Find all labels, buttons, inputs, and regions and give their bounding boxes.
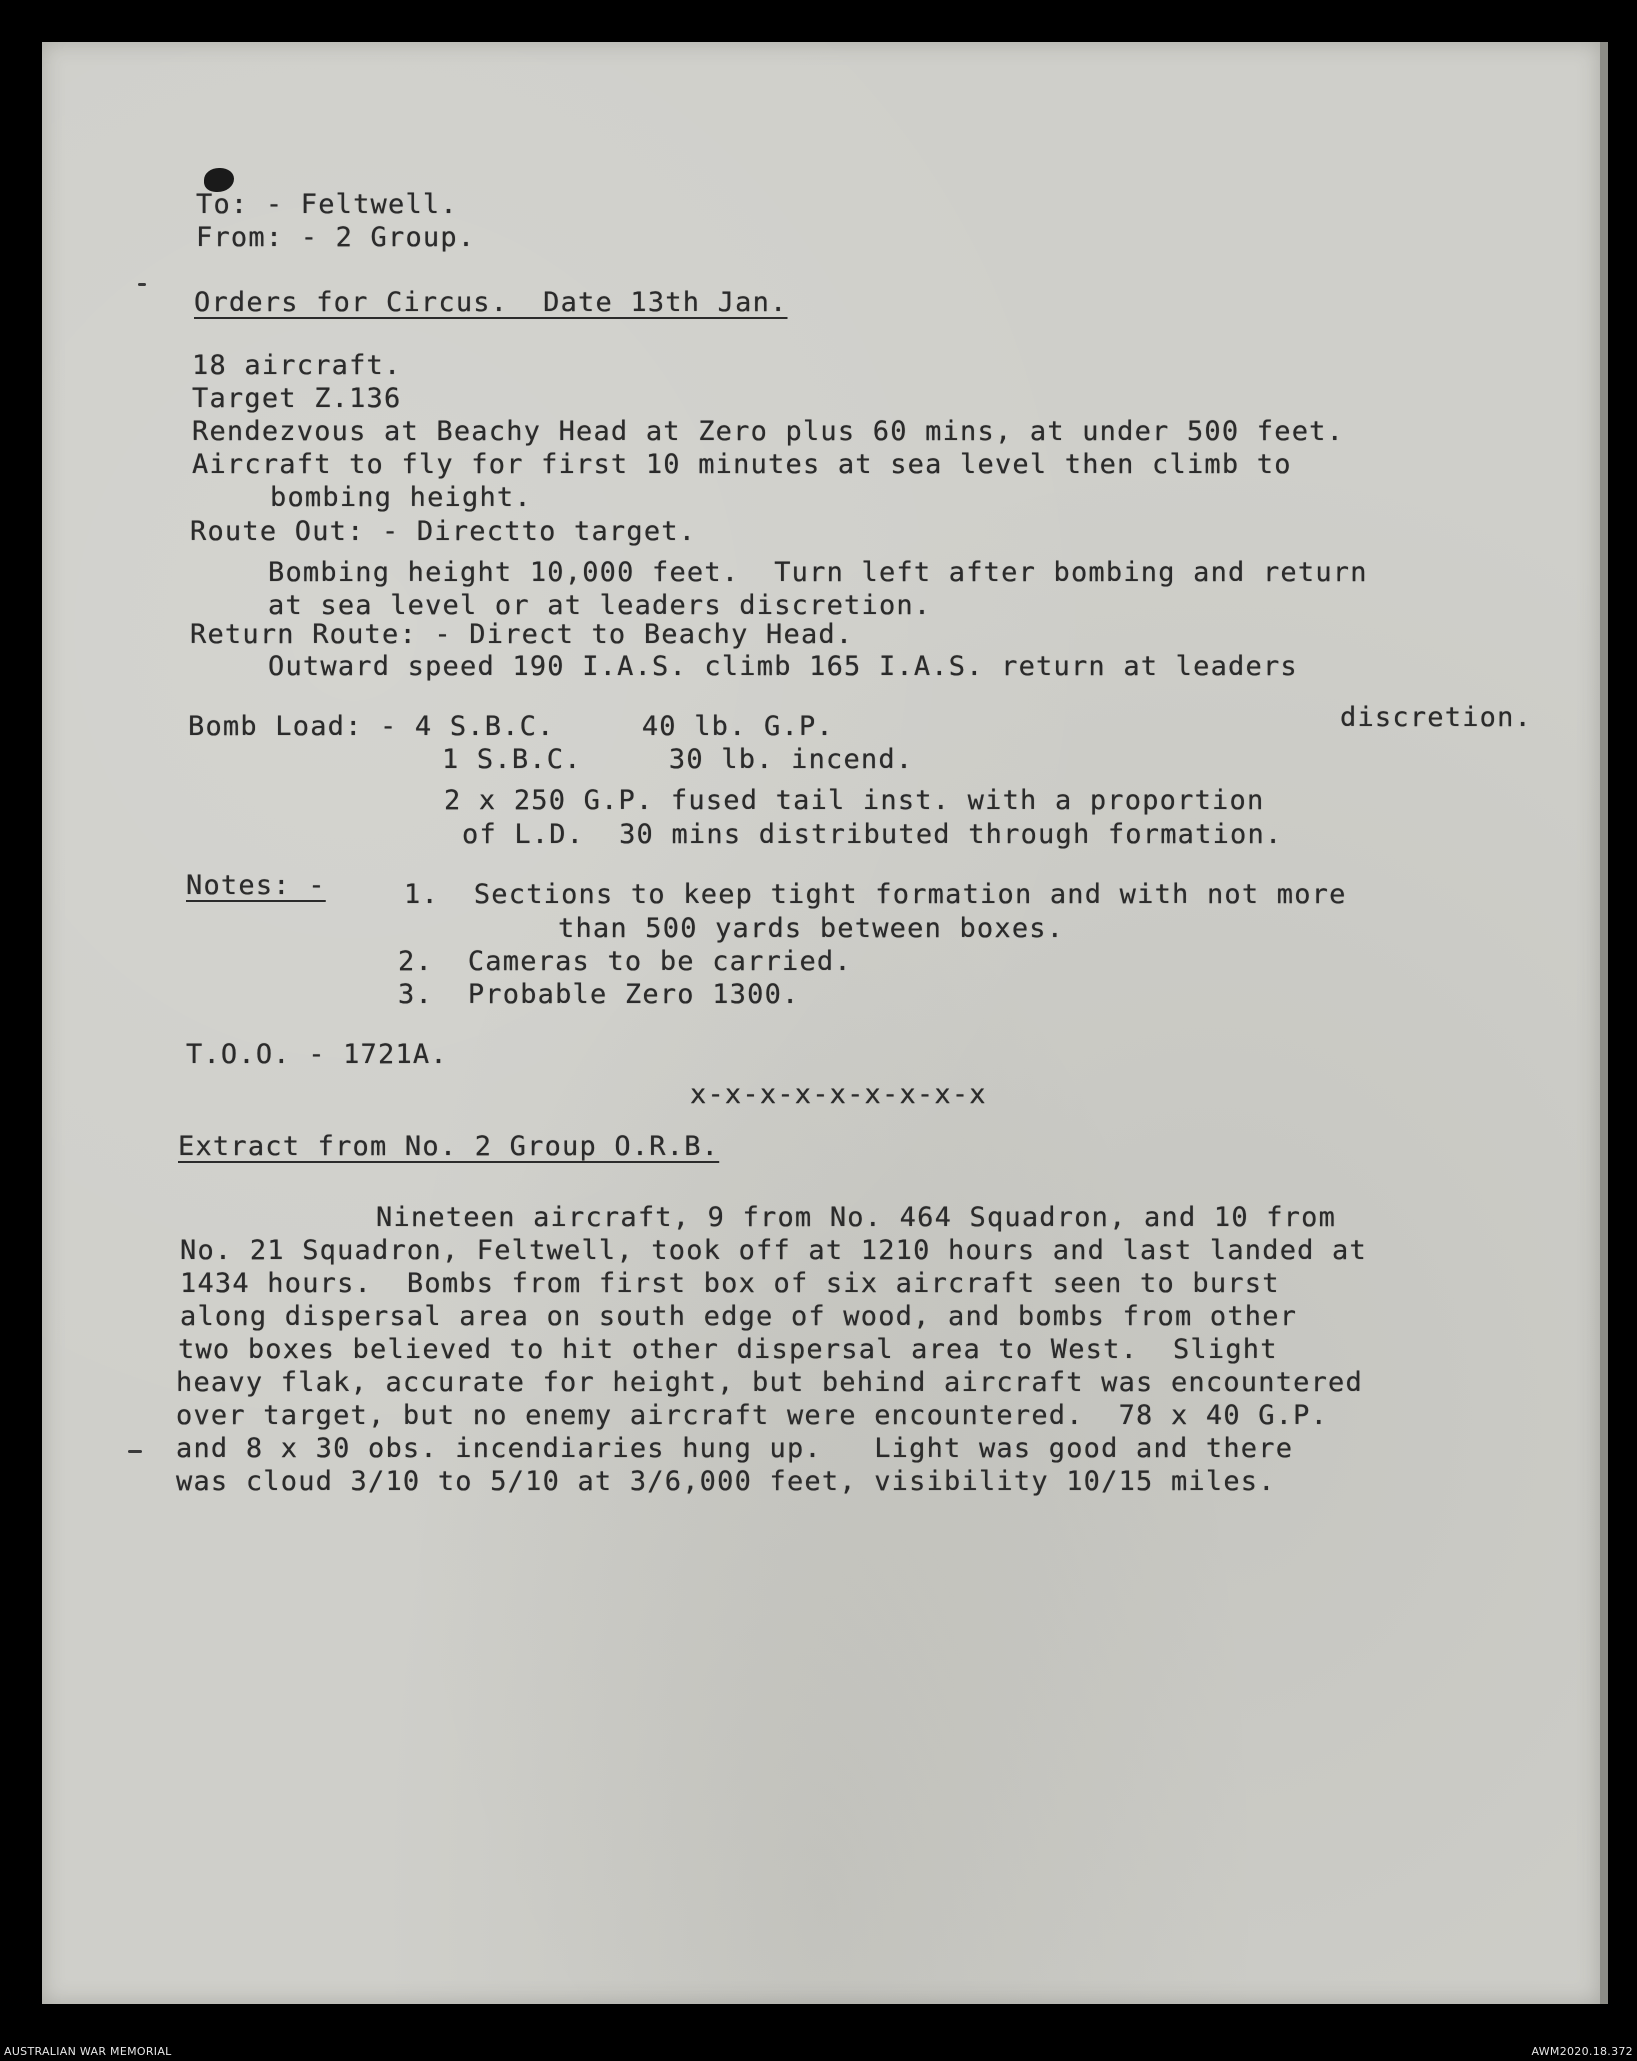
extract-line: two boxes believed to hit other dispersal area to West. Slight (178, 1334, 1278, 1365)
orders-line: 18 aircraft. (192, 350, 402, 381)
notes-line: 3. Probable Zero 1300. (398, 979, 800, 1010)
paper-sheet (42, 42, 1600, 2004)
from-line: From: - 2 Group. (196, 222, 476, 253)
notes-line: 1. Sections to keep tight formation and with not more (404, 879, 1347, 910)
orders-line: Route Out: - Directto target. (190, 516, 697, 547)
orders-heading: Orders for Circus. Date 13th Jan. (194, 287, 788, 318)
bomb-load-line: 2 x 250 G.P. fused tail inst. with a proportion (444, 785, 1265, 816)
orders-line: at sea level or at leaders discretion. (268, 590, 932, 621)
notes-line: than 500 yards between boxes. (558, 913, 1065, 944)
extract-line: was cloud 3/10 to 5/10 at 3/6,000 feet, visibility 10/15 miles. (176, 1466, 1276, 1497)
orders-line: Return Route: - Direct to Beachy Head. (190, 619, 854, 650)
orders-line: Aircraft to fly for first 10 minutes at sea level then climb to (192, 449, 1292, 480)
bomb-load-line: Bomb Load: - 4 S.B.C. 40 lb. G.P. (188, 711, 834, 742)
orders-line: Rendezvous at Beachy Head at Zero plus 60 mins, at under 500 feet. (192, 416, 1345, 447)
orders-line: Outward speed 190 I.A.S. climb 165 I.A.S. return at leaders (268, 651, 1298, 682)
extract-line: 1434 hours. Bombs from first box of six aircraft seen to burst (180, 1268, 1280, 1299)
extract-line: and 8 x 30 obs. incendiaries hung up. Light was good and there (176, 1433, 1294, 1464)
to-line: To: - Feltwell. (196, 189, 458, 220)
orders-line: bombing height. (270, 482, 532, 513)
orders-line: discretion. (1340, 702, 1533, 733)
bomb-load-line: 1 S.B.C. 30 lb. incend. (442, 744, 914, 775)
too-line: T.O.O. - 1721A. (186, 1039, 448, 1070)
margin-mark (128, 1450, 142, 1453)
bomb-load-line: of L.D. 30 mins distributed through formation. (462, 819, 1283, 850)
extract-line: heavy flak, accurate for height, but behind aircraft was encountered (176, 1367, 1363, 1398)
margin-mark (138, 283, 146, 286)
extract-line: along dispersal area on south edge of wood, and bombs from other (180, 1301, 1298, 1332)
extract-line: over target, but no enemy aircraft were encountered. 78 x 40 G.P. (176, 1400, 1329, 1431)
paper-edge (1600, 42, 1608, 2004)
orders-line: Target Z.136 (192, 383, 402, 414)
footer-archive-name: AUSTRALIAN WAR MEMORIAL (4, 2045, 172, 2058)
extract-line: Nineteen aircraft, 9 from No. 464 Squadron, and 10 from (376, 1202, 1337, 1233)
notes-line: 2. Cameras to be carried. (398, 946, 852, 977)
notes-label: Notes: - (186, 870, 326, 901)
orders-line: Bombing height 10,000 feet. Turn left after bombing and return (268, 557, 1368, 588)
separator: x-x-x-x-x-x-x-x-x (690, 1079, 987, 1110)
extract-line: No. 21 Squadron, Feltwell, took off at 1210 hours and last landed at (180, 1235, 1367, 1266)
footer-accession-number: AWM2020.18.372 (1531, 2045, 1633, 2058)
extract-heading: Extract from No. 2 Group O.R.B. (178, 1131, 720, 1162)
